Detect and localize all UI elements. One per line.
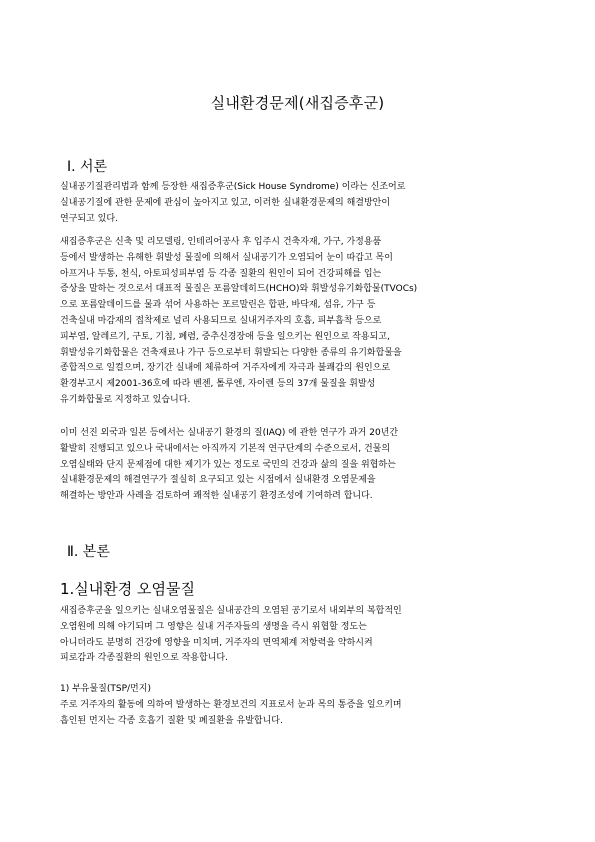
text-line: 1) 부유물질(TSP/먼지) bbox=[60, 684, 151, 694]
text-line: 피부염, 알레르기, 구토, 기침, 폐렴, 중추신경장애 등을 일으키는 원인으로 작용되고, bbox=[60, 331, 390, 342]
text-line: 환경부고시 제2001-36호에 따라 벤젠, 톨루엔, 자이렌 등의 37개 물질을 휘발성 bbox=[60, 379, 376, 390]
text-line: 아니더라도 분명히 건강에 영향을 미치며, 거주자의 면역체계 저항력을 약하시켜 bbox=[60, 637, 373, 648]
document-title: 실내환경문제(새집증후군) bbox=[210, 94, 385, 112]
section-1-heading: 1.실내환경 오염물질 bbox=[60, 580, 196, 598]
text-line: 새집증후군은 신축 및 리모델링, 인테리어공사 후 입주시 건축자재, 가구, 가정용품 bbox=[60, 237, 382, 247]
text-line: 오염실태와 단지 문제점에 대한 제기가 있는 정도로 국민의 건강과 삶의 질을 위협하는 bbox=[60, 459, 396, 470]
text-line: 활발히 진행되고 있으나 국내에서는 아직까지 기본적 연구단계의 수준으로서, 건물의 bbox=[60, 443, 391, 454]
subsection-1-heading bbox=[60, 682, 538, 698]
intro-paragraph-2 bbox=[60, 235, 538, 409]
text-line: 아프거나 두통, 천식, 아토피성피부염 등 각종 질환의 원인이 되어 건강피해를 입는 bbox=[60, 268, 382, 279]
text-line: 실내공기질에 관한 문제에 관심이 높아지고 있고, 이러한 실내환경문제의 해결방안이 bbox=[60, 197, 391, 208]
text-line: 유기화합물로 지정하고 있습니다. bbox=[60, 394, 191, 405]
text-line: 등에서 발생하는 유해한 휘발성 물질에 의해서 실내공기가 오염되어 눈이 따갑고 목이 bbox=[60, 252, 393, 263]
text-line: 피로감과 각종질환의 원인으로 작용합니다. bbox=[60, 653, 228, 664]
text-line: 해결하는 방안과 사례을 검토하여 쾌적한 실내공기 환경조성에 기여하려 합니다. bbox=[60, 491, 373, 502]
text-line: 새집증후군을 일으키는 실내오염물질은 실내공간의 오염된 공기로서 내외부의 복합적인 bbox=[60, 606, 402, 616]
section-1-paragraph bbox=[60, 604, 538, 667]
intro-paragraph-1 bbox=[60, 180, 538, 227]
text-line: 증상을 말하는 것으로서 대표적 물질은 포름알데히드(HCHO)와 휘발성유기화합물(TVOCs) bbox=[60, 284, 418, 295]
text-line: 연구되고 있다. bbox=[60, 213, 118, 224]
intro-paragraph-3 bbox=[60, 426, 538, 505]
text-line: 건축실내 마감재의 접착제로 널리 사용되므로 실내거주자의 호흡, 피부흡착 등으로 bbox=[60, 315, 382, 326]
subsection-1-paragraph bbox=[60, 698, 538, 730]
text-line: 실내공기질관리법과 함께 등장한 새집증후군(Sick House Syndrome) 이라는 신조어로 bbox=[60, 182, 406, 192]
body-heading: Ⅱ. 본론 bbox=[67, 544, 110, 560]
text-line: 종합적으로 일컬으며, 장기간 실내에 체류하여 거주자에게 자극과 불쾌감의 원인으로 bbox=[60, 363, 391, 374]
text-line: 으로 포름알데이드를 물과 섞어 사용하는 포르말린은 합판, 바닥재, 섬유, 가구 등 bbox=[60, 300, 376, 311]
text-line: 흡인된 먼지는 각종 호흡기 질환 및 폐질환을 유발합니다. bbox=[60, 715, 283, 726]
text-line: 오염원에 의해 야기되며 그 영향은 실내 거주자들의 생명을 즉시 위협할 정도는 bbox=[60, 621, 367, 632]
text-line: 주로 거주자의 활동에 의하여 발생하는 환경보건의 지표로서 눈과 목의 통증을 일으키며 bbox=[60, 700, 402, 710]
intro-heading: Ⅰ. 서론 bbox=[67, 159, 108, 175]
text-line: 이미 선진 외국과 일본 등에서는 실내공기 환경의 질(IAQ) 에 관한 연구가 과거 20년간 bbox=[60, 428, 399, 438]
text-line: 휘발성유기화합물은 건축재료나 가구 등으로부터 휘발되는 다양한 종류의 유기화합물을 bbox=[60, 347, 402, 358]
text-line: 실내환경문제의 해결연구가 절실히 요구되고 있는 시점에서 실내환경 오염문제을 bbox=[60, 475, 376, 486]
